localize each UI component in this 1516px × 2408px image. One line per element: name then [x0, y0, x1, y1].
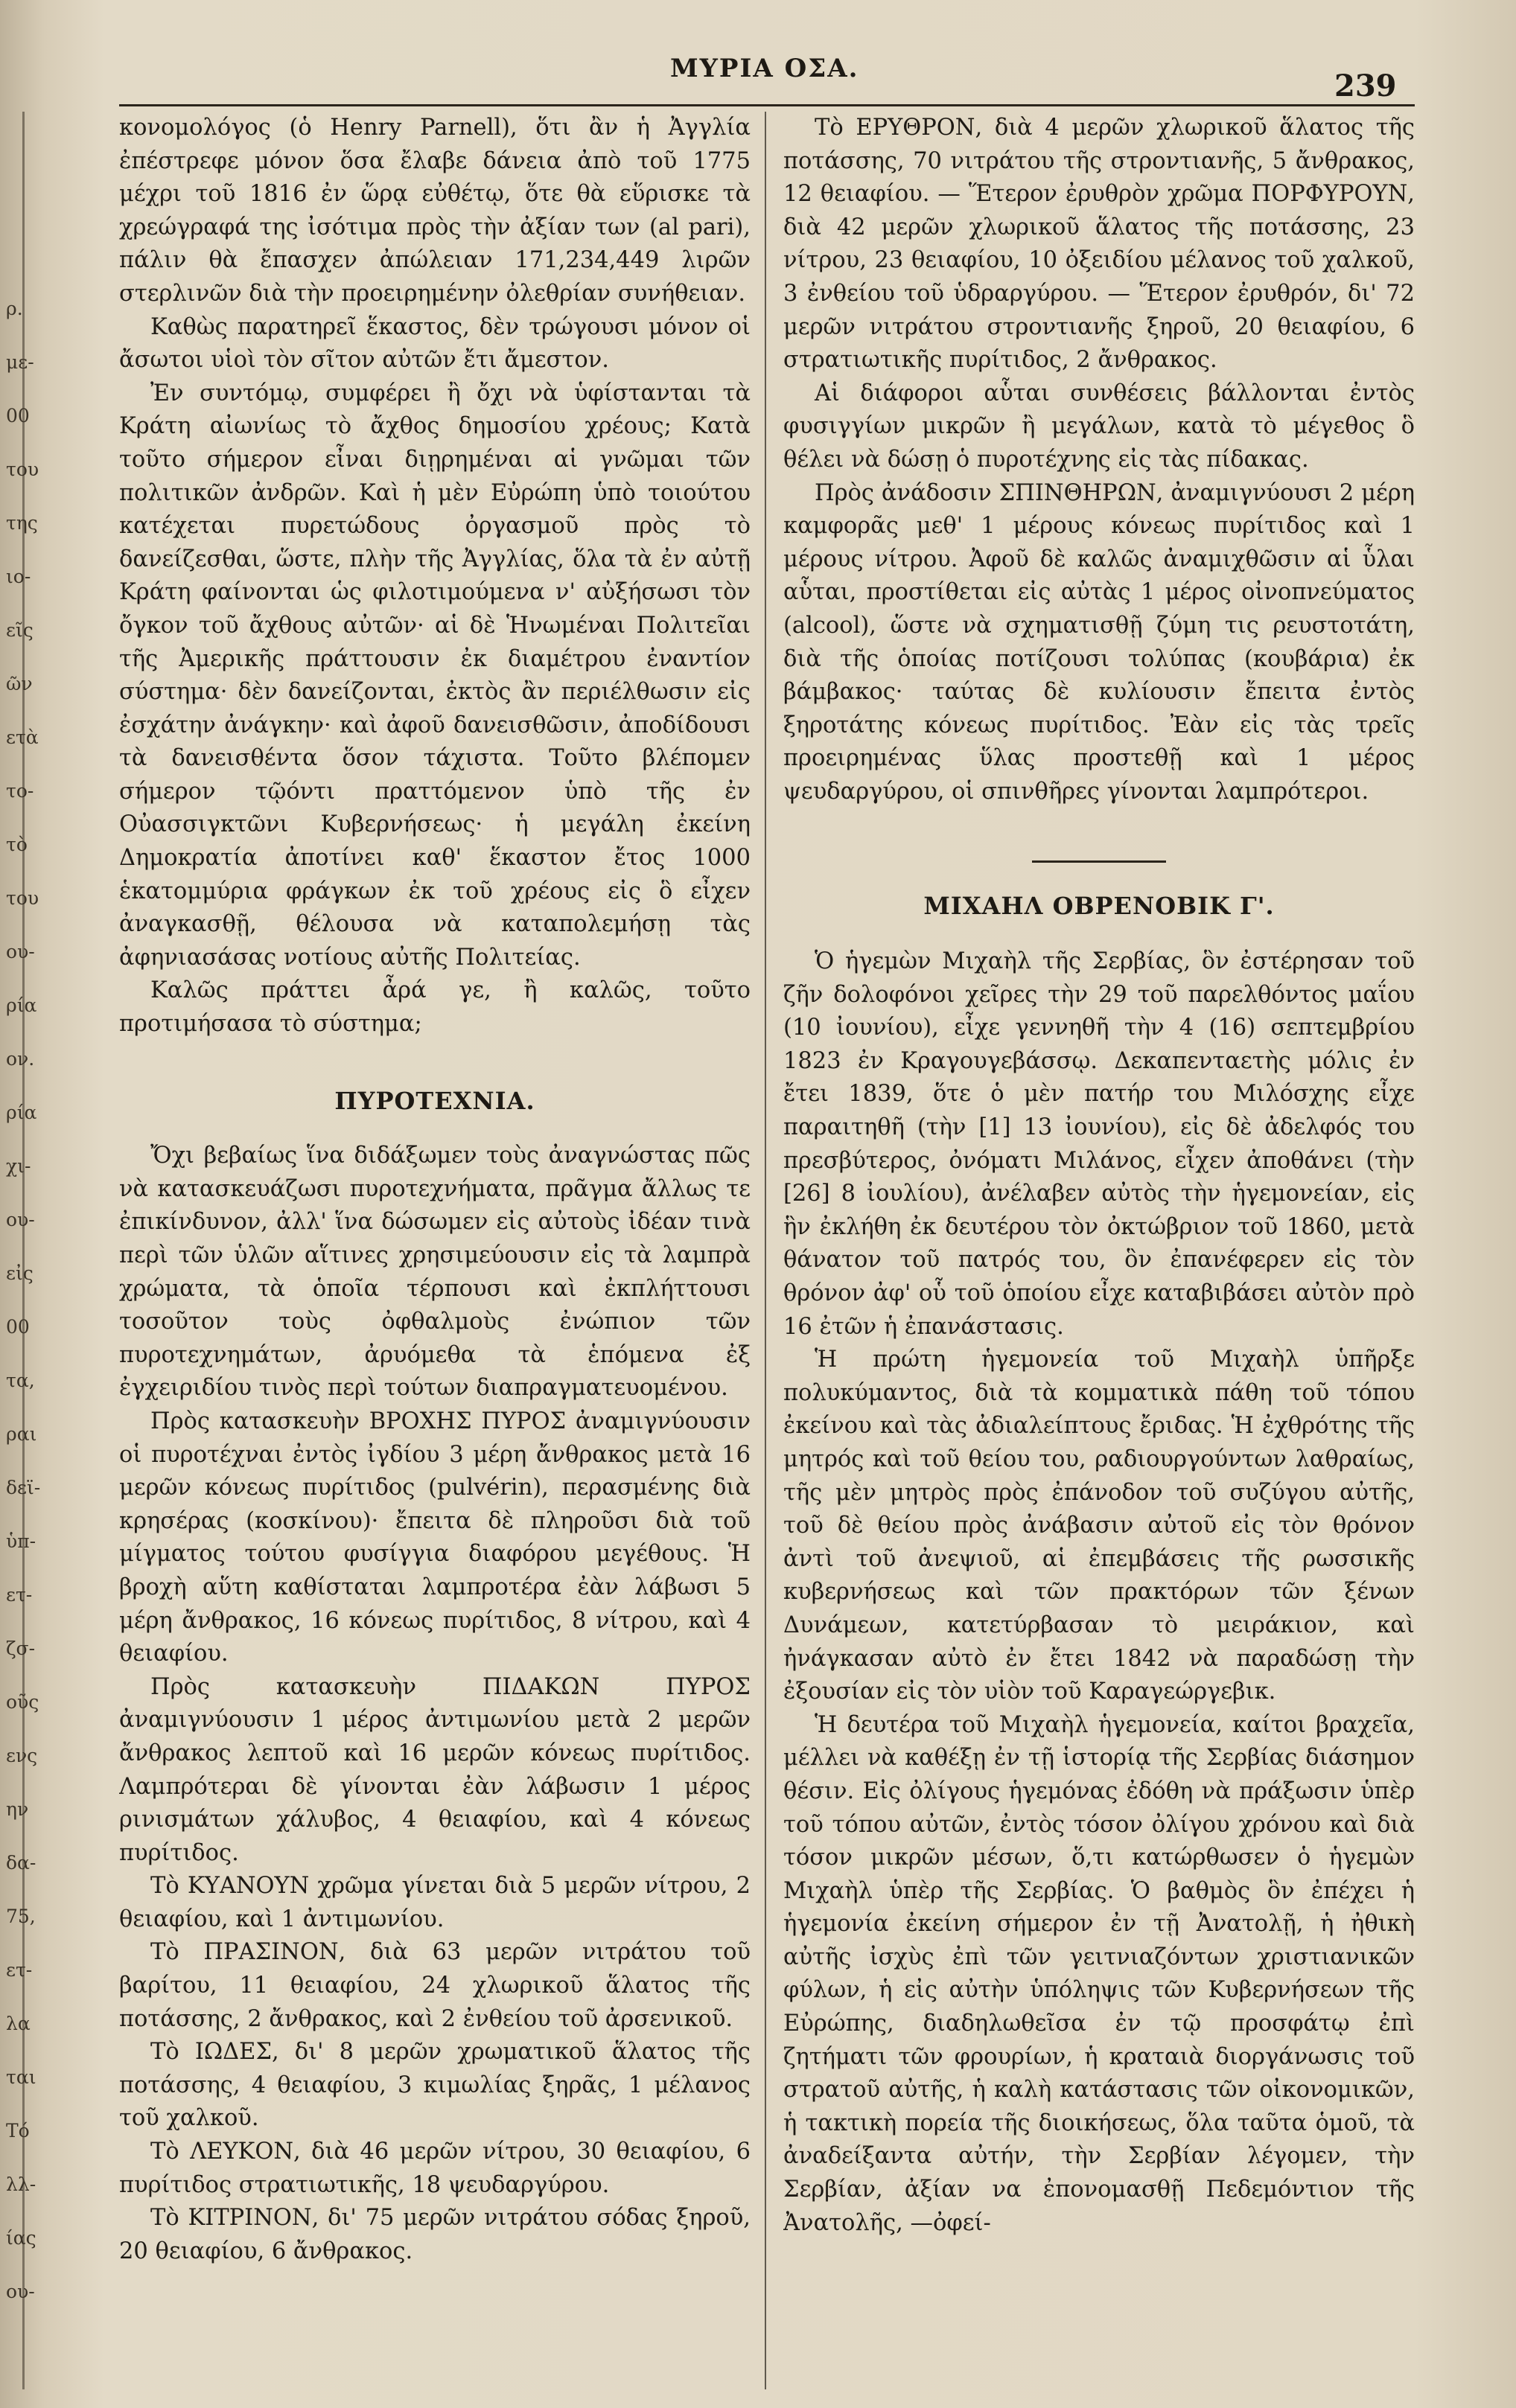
adjacent-page-margin: [0, 0, 112, 2408]
gutter-fragment: Τό: [6, 2120, 30, 2142]
gutter-fragment: ου-: [6, 2281, 35, 2302]
gutter-fragment: δα-: [6, 1852, 36, 1874]
gutter-fragment: εἰς: [6, 1262, 34, 1284]
gutter-fragment: ζσ-: [6, 1638, 36, 1659]
paragraph: Τὸ ΚΙΤΡΙΝΟΝ, δι' 75 μερῶν νιτράτου σόδας ξηροῦ, 20 θειαφίου, 6 ἄνθρακος.: [119, 2205, 751, 2264]
left-column: [119, 112, 751, 2389]
gutter-fragment: ρία: [6, 994, 37, 1016]
margin-rule: [22, 112, 25, 2389]
gutter-fragment: της: [6, 512, 38, 534]
gutter-fragment: ὑπ-: [6, 1530, 36, 1552]
gutter-fragment: λα: [6, 2013, 31, 2034]
gutter-fragment: ην: [6, 1798, 29, 1820]
page-number: 239: [1334, 68, 1397, 103]
paragraph: Πρὸς κατασκευὴν ΠΙΔΑΚΩΝ ΠΥΡΟΣ ἀναμιγνύουσιν 1 μέρος ἀντιμωνίου μετὰ 2 μερῶν ἄνθρακος λεπτοῦ καὶ 16 μερῶν κόνεως πυρίτιδος. Λαμπρότεραι δὲ γίνονται ἐὰν λάβωσιν 1 μέρος ρινισμάτων χάλυβος, 4 θειαφίου, καὶ 4 κόνεως πυρίτιδος.: [119, 1673, 751, 1866]
paragraph: Τὸ ΛΕΥΚΟΝ, διὰ 46 μερῶν νίτρου, 30 θειαφίου, 6 πυρίτιδος στρατιωτικῆς, 18 ψευδαργύρου.: [119, 2139, 751, 2198]
paragraph: Καλῶς πράττει ἆρά γε, ἢ καλῶς, τοῦτο προτιμήσασα τὸ σύστημα;: [119, 977, 751, 1038]
gutter-fragment: ου-: [6, 1209, 35, 1230]
paragraph: Ὁ ἡγεμὼν Μιχαὴλ τῆς Σερβίας, ὃν ἐστέρησαν τοῦ ζῆν δολοφόνοι χεῖρες τὴν 29 τοῦ παρελθόντος μαΐου (10 ἰουνίου), εἶχε γεννηθῆ τὴν 4 (16) σεπτεμβρίου 1823 ἐν Κραγουγεβάσσῳ. Δεκαπενταετὴς μόλις ἐν ἔτει 1839, ὅτε ὁ μὲν πατήρ του Μιλόσχης εἶχε παραιτηθῆ (τὴν [1] 13 ἰουνίου), εἰς δὲ ἀδελφός του πρεσβύτερος, ὀνόματι Μιλάνος, εἶχεν ἀποθάνει (τὴν [26] 8 ἰουλίου), ἀνέλαβεν αὐτὸς τὴν ἡγεμονείαν, εἰς ἣν ἐκλήθη ἐκ δευτέρου τὸν ὀκτώβριον τοῦ 1860, μετὰ θάνατον τοῦ πατρός του, ὃν ἐπανέφερεν εἰς τὸν θρόνον ἀφ' οὗ τοῦ ὁποίου εἶχε καταβιβάσει αὐτὸν πρὸ 16 ἐτῶν ἡ ἐπανάστασις.: [783, 948, 1415, 1340]
gutter-fragment: ρία: [6, 1102, 37, 1123]
gutter-fragment: εῖς: [6, 619, 34, 641]
gutter-fragment: το-: [6, 780, 34, 802]
gutter-fragment: δεϊ-: [6, 1477, 41, 1498]
gutter-fragment: 00: [6, 405, 30, 427]
gutter-fragment: του: [6, 459, 39, 480]
gutter-fragment: 00: [6, 1316, 30, 1338]
paragraph: Τὸ ΕΡΥΘΡΟΝ, διὰ 4 μερῶν χλωρικοῦ ἅλατος τῆς ποτάσσης, 70 νιτράτου τῆς στροντιανῆς, 5 ἄνθρακος, 12 θειαφίου. — Ἕτερον ἐρυθρὸν χρῶμα ΠΟΡΦΥΡΟΥΝ, διὰ 42 μερῶν χλωρικοῦ ἅλατος τῆς ποτάσσης, 23 νίτρου, 23 θειαφίου, 10 ὀξειδίου μέλανος τοῦ χαλκοῦ, 3 ἐνθείου τοῦ ὑδραργύρου. — Ἕτερον ἐρυθρόν, δι' 72 μερῶν νιτράτου στροντιανῆς ξηροῦ, 20 θειαφίου, 6 στρατιωτικῆς πυρίτιδος, 2 ἄνθρακος.: [783, 115, 1415, 374]
paragraph: Τὸ ΚΥΑΝΟΥΝ χρῶμα γίνεται διὰ 5 μερῶν νίτρου, 2 θειαφίου, καὶ 1 ἀντιμωνίου.: [119, 1873, 751, 1932]
gutter-fragment: ραι: [6, 1423, 37, 1445]
column-divider: [765, 112, 766, 2389]
paragraph: Αἱ διάφοροι αὗται συνθέσεις βάλλονται ἐντὸς φυσιγγίων μικρῶν ἢ μεγάλων, κατὰ τὸ μέγεθος ὃ θέλει νὰ δώσῃ ὁ πυροτέχνης εἰς τὰς πίδακας.: [783, 380, 1415, 473]
gutter-fragment: ετὰ: [6, 726, 39, 748]
gutter-fragment: ενς: [6, 1745, 38, 1766]
paragraph: Πρὸς ἀνάδοσιν ΣΠΙΝΘΗΡΩΝ, ἀναμιγνύουσι 2 μέρη καμφορᾶς μεθ' 1 μέρους κόνεως πυρίτιδος καὶ 1 μέρους νίτρου. Ἀφοῦ δὲ καλῶς ἀναμιχθῶσιν αἱ ὗλαι αὗται, προστίθεται εἰς αὐτὰς 1 μέρος οἰνοπνεύματος (alcool), ὥστε νὰ σχηματισθῇ ζύμη τις ρευστοτάτη, διὰ τῆς ὁποίας ποτίζουσι τολύπας (κουβάρια) ἐκ βάμβακος· ταύτας δὲ κυλίουσιν ἔπειτα ἐντὸς ξηροτάτης κόνεως πυρίτιδος. Ἐὰν εἰς τὰς τρεῖς προειρημένας ὕλας προστεθῇ καὶ 1 μέρος ψευδαργύρου, οἱ σπινθῆρες γίνονται λαμπρότεροι.: [783, 479, 1415, 805]
running-title: ΜΥΡΙΑ ΟΣΑ.: [670, 54, 859, 83]
section-heading-michael-obrenovic: ΜΙΧΑΗΛ ΟΒΡΕΝΟΒΙΚ Γ'.: [923, 892, 1275, 921]
paragraph: Ὄχι βεβαίως ἵνα διδάξωμεν τοὺς ἀναγνώστας πῶς νὰ κατασκευάζωσι πυροτεχνήματα, πρᾶγμα ἄλλως τε ἐπικίνδυνον, ἀλλ' ἵνα δώσωμεν εἰς αὐτοὺς ἰδέαν τινὰ περὶ τῶν ὑλῶν αἵτινες χρησιμεύουσιν εἰς τὰ λαμπρὰ χρώματα, τὰ ὁποῖα τέρπουσι καὶ ἐκπλήττουσι τοσοῦτον τοὺς ὀφθαλμοὺς ἐνώπιον τῶν πυροτεχνημάτων, ἀρυόμεθα τὰ ἑπόμενα ἐξ ἐγχειριδίου τινὸς περὶ τούτων διαπραγματευομένου.: [119, 1143, 751, 1402]
paragraph: Ἡ πρώτη ἡγεμονεία τοῦ Μιχαὴλ ὑπῆρξε πολυκύμαντος, διὰ τὰ κομματικὰ πάθη τοῦ τόπου ἐκείνου καὶ τὰς ἀδιαλείπτους ἔριδας. Ἡ ἐχθρότης τῆς μητρός καὶ τοῦ θείου του, ραδιουργούντων λαθραίως, τῆς μὲν μητρὸς πρὸς ἐπάνοδον τοῦ συζύγου αὐτῆς, τοῦ δὲ θείου πρὸς ἀνάβασιν αὐτοῦ εἰς τὸν θρόνον ἀντὶ τοῦ ἀνεψιοῦ, αἱ ἐπεμβάσεις τῆς ρωσσικῆς κυβερνήσεως καὶ τῶν πρακτόρων τῶν ξένων Δυνάμεων, κατετύρβασαν τὸ μειράκιον, καὶ ἠνάγκασαν αὐτὸ ἐν ἔτει 1842 νὰ παραδώσῃ τὴν ἐξουσίαν εἰς τὸν υἱὸν τοῦ Καραγεώργεβικ.: [783, 1347, 1415, 1705]
gutter-fragment: ρ.: [6, 298, 23, 319]
gutter-fragment: χι-: [6, 1155, 31, 1177]
gutter-fragment: με-: [6, 351, 34, 373]
gutter-fragment: του: [6, 887, 39, 909]
paragraph: Τὸ ΠΡΑΣΙΝΟΝ, διὰ 63 μερῶν νιτράτου τοῦ βαρίτου, 11 θειαφίου, 24 χλωρικοῦ ἅλατος τῆς ποτάσσης, 2 ἄνθρακος, καὶ 2 ἐνθείου τοῦ ἀρσενικοῦ.: [119, 1939, 751, 2032]
gutter-fragment: ου-: [6, 941, 35, 962]
paragraph: Καθὼς παρατηρεῖ ἕκαστος, δὲν τρώγουσι μόνον οἱ ἄσωτοι υἱοὶ τὸν σῖτον αὐτῶν ἔτι ἄμεστον.: [119, 313, 751, 374]
gutter-fragment: οῦς: [6, 1691, 39, 1713]
paragraph: Πρὸς κατασκευὴν ΒΡΟΧΗΣ ΠΥΡΟΣ ἀναμιγνύουσιν οἱ πυροτέχναι ἐντὸς ἰγδίου 3 μέρη ἄνθρακος μετὰ 16 μερῶν κόνεως πυρίτιδος (pulvérin), περασμένης διὰ κρησέρας (κοσκίνου)· ἔπειτα δὲ πληροῦσι διὰ τοῦ μίγματος τούτου φυσίγγια διαφόρου μεγέθους. Ἡ βροχὴ αὕτη καθίσταται λαμπροτέρα ἐὰν λάβωσι 5 μέρη ἄνθρακος, 16 κόνεως πυρίτιδος, 8 νίτρου, καὶ 4 θειαφίου.: [119, 1408, 751, 1667]
gutter-fragment: τα,: [6, 1370, 35, 1391]
gutter-fragment: λλ-: [6, 2174, 36, 2195]
gutter-fragment: ται: [6, 2066, 36, 2088]
section-heading-pyrotechnia: ΠΥΡΟΤΕΧΝΙΑ.: [334, 1086, 535, 1115]
gutter-fragment: ετ-: [6, 1959, 33, 1981]
section-separator-rule: [1032, 860, 1166, 863]
gutter-fragment: 75,: [6, 1906, 36, 1927]
gutter-fragment: τὸ: [6, 834, 28, 855]
paragraph: Ἡ δευτέρα τοῦ Μιχαὴλ ἡγεμονεία, καίτοι βραχεῖα, μέλλει νὰ καθέξῃ ἐν τῇ ἱστορίᾳ τῆς Σερβίας διάσημον θέσιν. Εἰς ὀλίγους ἡγεμόνας ἐδόθη νὰ πράξωσιν ὑπὲρ τοῦ τόπου αὐτῶν, ἐντὸς τόσον ὀλίγου χρόνου καὶ διὰ τόσον μικρῶν μέσων, ὅ,τι κατώρθωσεν ὁ ἡγεμὼν Μιχαὴλ ὑπὲρ τῆς Σερβίας. Ὁ βαθμὸς ὃν ἐπέχει ἡ ἡγεμονία ἐκείνη σήμερον ἐν τῇ Ἀνατολῇ, ἡ ἠθικὴ αὐτῆς ἰσχὺς ἐπὶ τῶν γειτνιαζόντων χριστιανικῶν φύλων, ἡ εἰς αὐτὴν ὑπόληψις τῶν Κυβερνήσεων τῆς Εὐρώπης, διαδηλωθεῖσα ἐν τῷ προσφάτῳ ἐπὶ ζητήματι τῶν φρουρίων, ἡ κραταιὰ διοργάνωσις τοῦ στρατοῦ αὐτῆς, ἡ καλὴ κατάστασις τῶν οἰκονομικῶν, ἡ τακτικὴ πορεία τῆς διοικήσεως, ὅλα ταῦτα ὁμοῦ, τὰ ἀναδείξαντα αὐτήν, τὴν Σερβίαν λέγομεν, τὴν Σερβίαν, ἀξίαν να ἐπονομασθῇ Πεδεμόντιον τῆς Ἀνατολῆς, —ὀφεί-: [783, 1711, 1415, 2236]
gutter-fragment: ῶν: [6, 673, 33, 694]
paragraph: κονομολόγος (ὁ Henry Parnell), ὅτι ἂν ἡ Ἀγγλία ἐπέστρεφε μόνον ὅσα ἔλαβε δάνεια ἀπὸ τοῦ 1775 μέχρι τοῦ 1816 ἐν ὥρᾳ εὐθέτῳ, ὅτε θὰ εὕρισκε τὰ χρεώγραφά της ἰσότιμα πρὸς τὴν ἀξίαν των (al pari), πάλιν θὰ ἔπασχεν ἀπώλειαν 171,234,449 λιρῶν στερλινῶν διὰ τὴν προειρημένην ὀλεθρίαν συνήθειαν.: [119, 115, 751, 307]
right-column: [783, 112, 1415, 2389]
gutter-fragment: ίας: [6, 2227, 36, 2249]
gutter-fragment: ον.: [6, 1048, 35, 1070]
paragraph: Ἐν συντόμῳ, συμφέρει ἢ ὄχι νὰ ὑφίστανται τὰ Κράτη αἰωνίως τὸ ἄχθος δημοσίου χρέους; Κατὰ τοῦτο σήμερον εἶναι διῃρημέναι αἱ γνῶμαι τῶν πολιτικῶν ἀνδρῶν. Καὶ ἡ μὲν Εὐρώπη ὑπὸ τοιούτου κατέχεται πυρετώδους ὀργασμοῦ πρὸς τὸ δανείζεσθαι, ὥστε, πλὴν τῆς Ἀγγλίας, ὅλα τὰ ἐν αὐτῇ Κράτη φαίνονται ὡς φιλοτιμούμενα ν' αὐξήσωσι τὸν ὄγκον τοῦ ἄχθους αὐτῶν· αἱ δὲ Ἡνωμέναι Πολιτεῖαι τῆς Ἀμερικῆς πράττουσιν ἐκ διαμέτρου ἐναντίον σύστημα· δὲν δανείζονται, ἐκτὸς ἂν περιέλθωσιν εἰς ἐσχάτην ἀνάγκην· καὶ ἀφοῦ δανεισθῶσιν, ἀποδίδουσι τὰ δανεισθέντα ὅσον τάχιστα. Τοῦτο βλέπομεν σήμερον τῷόντι πραττόμενον ὑπὸ τῆς ἐν Οὐασσιγκτῶνι Κυβερνήσεως· ἡ μεγάλη ἐκείνη Δημοκρατία ἀποτίνει καθ' ἕκαστον ἔτος 1000 ἑκατομμύρια φράγκων ἐκ τοῦ χρέους εἰς ὃ εἶχεν ἀναγκασθῇ, θέλουσα νὰ καταπολεμήσῃ τὰς ἀφηνιασάσας νοτίους αὐτῆς Πολιτείας.: [119, 380, 751, 971]
gutter-fragment: ιο-: [6, 566, 31, 587]
gutter-fragment: ετ-: [6, 1584, 33, 1606]
paragraph: Τὸ ΙΩΔΕΣ, δι' 8 μερῶν χρωματικοῦ ἅλατος τῆς ποτάσσης, 4 θειαφίου, 3 κιμωλίας ξηρᾶς, 1 μέλανος τοῦ χαλκοῦ.: [119, 2039, 751, 2132]
header-rule: [119, 104, 1415, 106]
